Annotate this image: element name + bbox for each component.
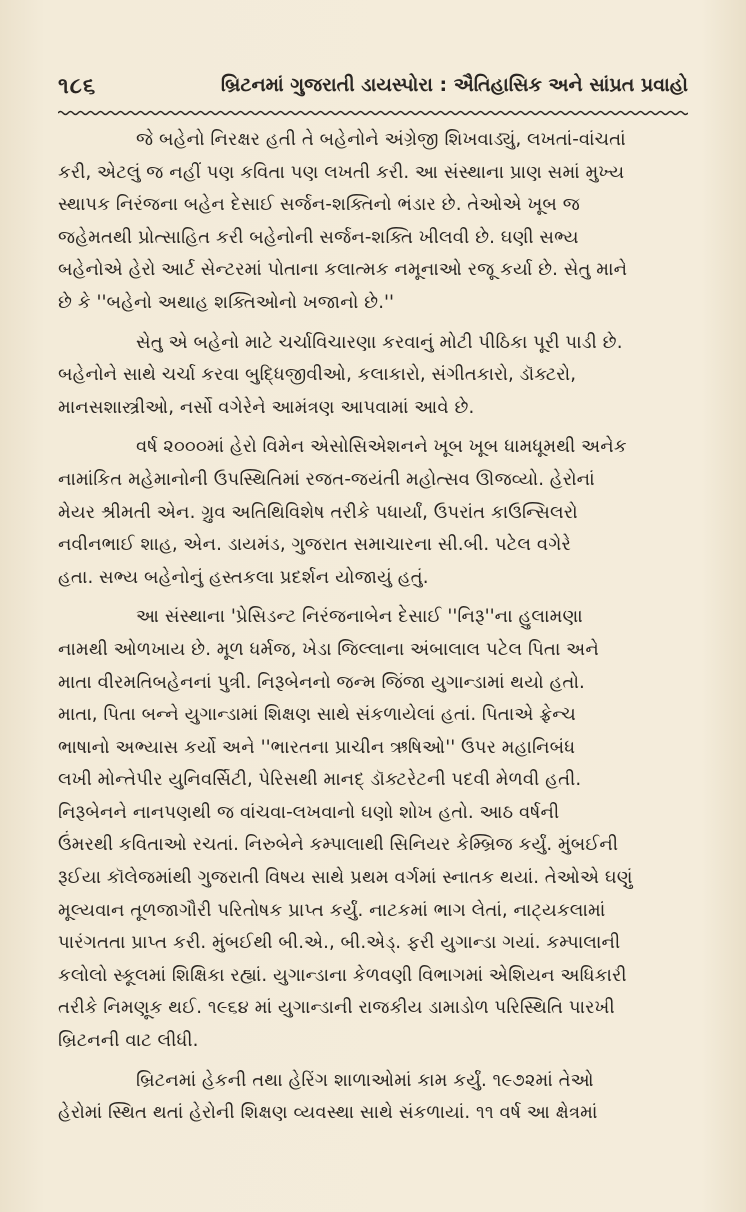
text-line: માતા વીરમતિબહેનનાં પુત્રી. નિરૂબેનનો જન્મ જિંજા યુગાન્ડામાં થયો હતો.: [58, 671, 585, 693]
text-line: બહેનોએ હેરો આર્ટ સેન્ટરમાં પોતાના કલાત્મક નમૂનાઓ રજૂ કર્યા છે. સેતુ માને: [58, 259, 628, 281]
text-line: છે કે ''બહેનો અથાહ શક્તિઓનો ખજાનો છે.'': [58, 291, 394, 313]
text-line: મેયર શ્રીમતી એન. ગ્રુવ અતિથિવિશેષ તરીકે પધાર્યાં, ઉપરાંત કાઉન્સિલરો: [58, 501, 578, 523]
text-line: ઉંમરથી કવિતાઓ રચતાં. નિરુબેને કમ્પાલાથી સિનિયર કેમ્બ્રિજ કર્યું. મુંબઈની: [58, 834, 619, 856]
text-line: આ સંસ્થાના 'પ્રેસિડન્ટ નિરંજનાબેન દેસાઈ ''નિરૂ''ના હુલામણા: [136, 606, 583, 628]
text-line: પારંગતતા પ્રાપ્ત કરી. મુંબઈથી બી.એ., બી.એડ્. ફરી યુગાન્ડા ગયાં. કમ્પાલાની: [58, 932, 621, 954]
text-line: બ્રિટનમાં હેકની તથા હેરિંગ શાળાઓમાં કામ કર્યું. ૧૯૭૨માં તેઓ: [136, 1069, 594, 1091]
text-line: સ્થાપક નિરંજના બહેન દેસાઈ સર્જન-શક્તિનો ભંડાર છે. તેઓએ ખૂબ જ: [58, 194, 581, 216]
text-line: હેરોમાં સ્થિત થતાં હેરોની શિક્ષણ વ્યવસ્થા સાથે સંકળાયાં. ૧૧ વર્ષ આ ક્ષેત્રમાં: [58, 1102, 598, 1124]
page-header: [58, 70, 688, 106]
text-line: માતા, પિતા બન્ને યુગાન્ડામાં શિક્ષણ સાથે સંકળાયેલાં હતાં. પિતાએ ફ્રેન્ચ: [58, 704, 576, 726]
paragraph-3: [58, 431, 686, 594]
text-line: નવીનભાઈ શાહ, એન. ડાયમંડ, ગુજરાત સમાચારના સી.બી. પટેલ વગેરે: [58, 534, 571, 556]
paragraph-4: [58, 601, 686, 1057]
paragraph-2: [58, 327, 686, 425]
paragraph-5: [58, 1065, 686, 1130]
text-line: સેતુ એ બહેનો માટે ચર્ચાવિચારણા કરવાનું મોટી પીઠિકા પૂરી પાડી છે.: [136, 331, 623, 353]
text-line: રૂઈયા કૉલેજમાંથી ગુજરાતી વિષય સાથે પ્રથમ વર્ગમાં સ્નાતક થયાં. તેઓએ ઘણું: [58, 867, 633, 889]
running-title: બ્રિટનમાં ગુજરાતી ડાયસ્પોરા : ઐતિહાસિક અને સાંપ્રત પ્રવાહો: [220, 74, 688, 96]
text-line: જે બહેનો નિરક્ષર હતી તે બહેનોને અંગ્રેજી શિખવાડ્યું, લખતાં-વાંચતાં: [136, 129, 626, 150]
text-line: ભાષાનો અભ્યાસ કર્યો અને ''ભારતના પ્રાચીન ઋષિઓ'' ઉપર મહાનિબંધ: [58, 736, 576, 758]
text-line: મૂલ્યવાન તૂળજાગૌરી પરિતોષક પ્રાપ્ત કર્યું. નાટકમાં ભાગ લેતાં, નાટ્યકલામાં: [58, 899, 606, 921]
text-line: નામાંકિત મહેમાનોની ઉપસ્થિતિમાં રજત-જયંતી મહોત્સવ ઊજવ્યો. હેરોનાં: [58, 468, 595, 490]
text-line: નામથી ઓળખાય છે. મૂળ ધર્મજ, ખેડા જિલ્લાના અંબાલાલ પટેલ પિતા અને: [58, 638, 599, 660]
text-line: હતા. સભ્ય બહેનોનું હસ્તકલા પ્રદર્શન યોજાયું હતું.: [58, 566, 429, 588]
text-line: નિરૂબેનને નાનપણથી જ વાંચવા-લખવાનો ઘણો શોખ હતો. આઠ વર્ષની: [58, 801, 560, 823]
text-line: લખી મોન્તેપીર યુનિવર્સિટી, પેરિસથી માનદ્ ડૉક્ટરેટની પદવી મેળવી હતી.: [58, 769, 582, 791]
text-line: તરીકે નિમણૂક થઈ. ૧૯૬૪ માં યુગાન્ડાની રાજકીય ડામાડોળ પરિસ્થિતિ પારખી: [58, 997, 615, 1019]
text-line: બ્રિટનની વાટ લીધી.: [58, 1030, 199, 1052]
text-line: બહેનોને સાથે ચર્ચા કરવા બુદ્ધિજીવીઓ, કલાકારો, સંગીતકારો, ડૉક્ટરો,: [58, 364, 577, 386]
text-line: વર્ષ ૨૦૦૦માં હેરો વિમેન એસોસિએશનને ખૂબ ખૂબ ધામધૂમથી અનેક: [136, 436, 627, 458]
text-line: કલોલો સ્કૂલમાં શિક્ષિકા રહ્યાં. યુગાન્ડાના કેળવણી વિભાગમાં એશિયન અધિકારી: [58, 964, 627, 986]
body-text: [58, 124, 686, 1137]
page-number: ૧૮૬: [58, 74, 97, 99]
text-line: જહેમતથી પ્રોત્સાહિત કરી બહેનોની સર્જન-શક્તિ ખીલવી છે. ઘણી સભ્ય: [58, 226, 579, 248]
header-wavy-rule: [58, 110, 688, 116]
text-line: કરી, એટલું જ નહીં પણ કવિતા પણ લખતી કરી. આ સંસ્થાના પ્રાણ સમાં મુખ્ય: [58, 161, 625, 183]
text-line: માનસશાસ્ત્રીઓ, નર્સો વગેરેને આમંત્રણ આપવામાં આવે છે.: [58, 396, 475, 418]
paragraph-1: [58, 124, 686, 320]
